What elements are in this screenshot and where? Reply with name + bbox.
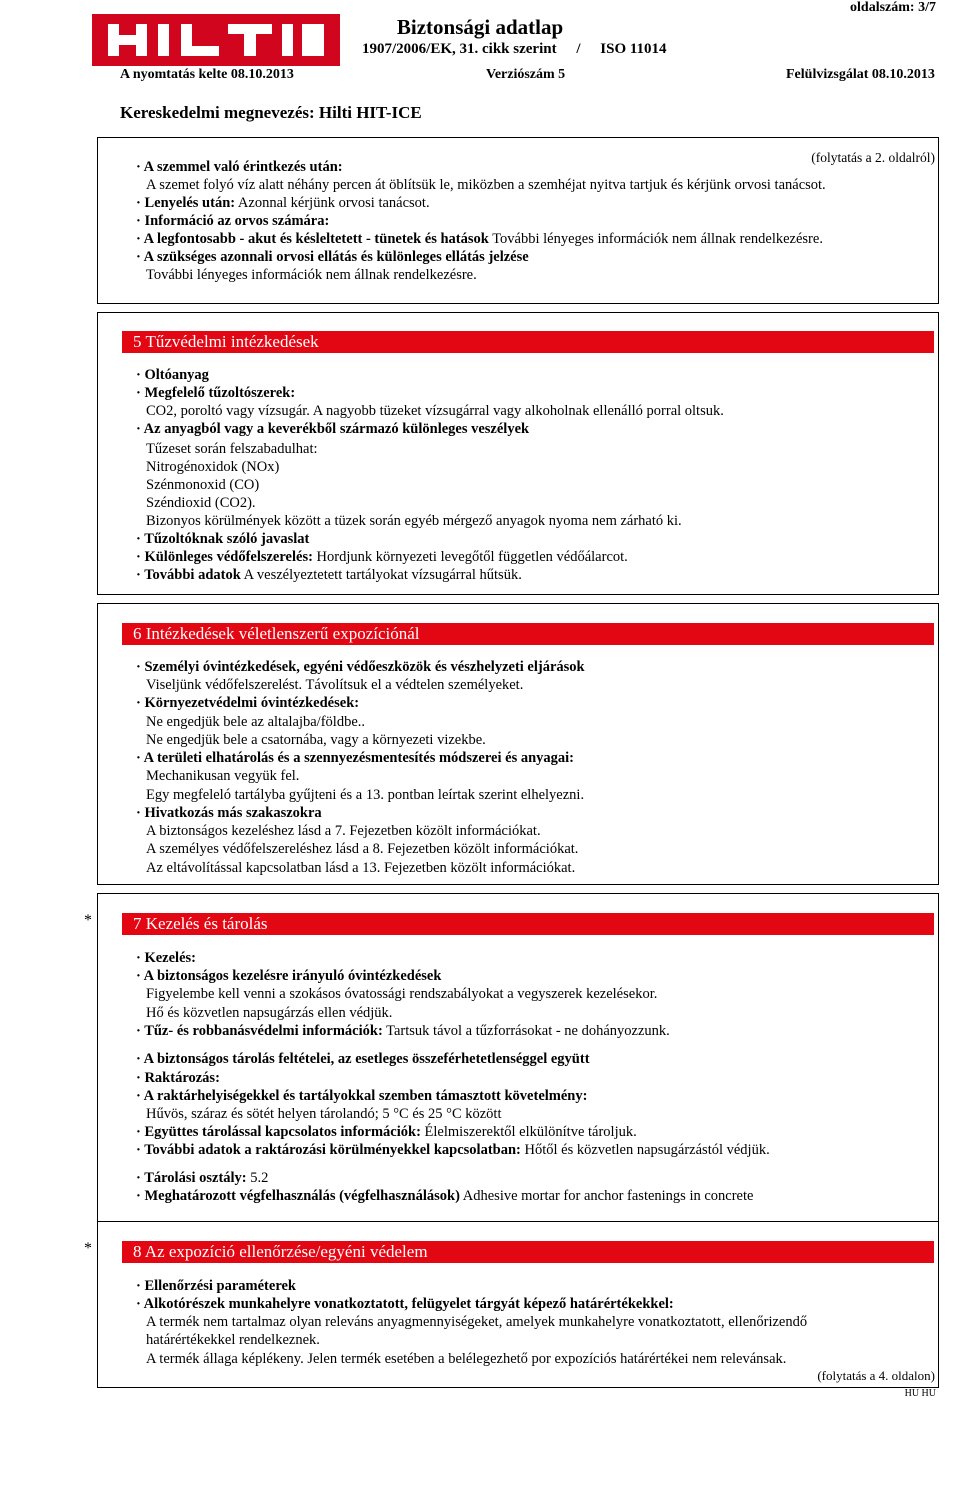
text-line [146, 1350, 786, 1368]
field-label: · Tárolási osztály: [136, 1170, 247, 1186]
field-label: · Raktározás: [136, 1070, 220, 1086]
field-label: · A biztonságos kezelésre irányuló óvintézkedések [136, 968, 442, 984]
regulation-line [362, 41, 683, 58]
text-line [136, 230, 823, 248]
field-label: · A területi elhatárolás és a szennyezésmentesítés módszerei és anyagai: [136, 750, 575, 766]
text-line [146, 458, 279, 476]
text-line [136, 804, 322, 822]
print-date: A nyomtatás kelte 08.10.2013 [120, 67, 294, 82]
text-line [136, 548, 628, 566]
text-line [136, 694, 359, 712]
text-line [146, 176, 826, 194]
field-label: · További adatok [136, 567, 241, 583]
text-line [136, 949, 196, 967]
section-7-box [97, 893, 939, 1221]
text-line [136, 158, 343, 176]
field-text: A személyes védőfelszereléshez lásd a 8. Fejezetben közölt információkat. [146, 841, 579, 857]
text-line [146, 985, 657, 1003]
text-line [136, 1022, 670, 1040]
field-label: · Az anyagból vagy a keverékből származó különleges veszélyek [136, 421, 530, 437]
field-text: CO2, poroltó vagy vízsugár. A nagyobb tüzeket vízsugárral vagy alkoholnak ellenálló porral oltsuk. [146, 403, 724, 419]
field-label: · Különleges védőfelszerelés: [136, 549, 313, 565]
text-line [136, 194, 430, 212]
field-label: · A szemmel való érintkezés után: [136, 159, 343, 175]
field-label: · Megfelelő tűzoltószerek: [136, 385, 296, 401]
text-line [136, 384, 295, 402]
field-label: · Környezetvédelmi óvintézkedések: [136, 695, 360, 711]
text-line [146, 822, 541, 840]
field-text: Viseljünk védőfelszerelést. Távolítsuk el a védtelen személyeket. [146, 677, 524, 693]
text-line [146, 440, 318, 458]
text-line [136, 248, 529, 266]
section-6-box [97, 603, 939, 885]
text-line [136, 749, 574, 767]
field-text: Adhesive mortar for anchor fastenings in concrete [459, 1188, 754, 1204]
text-line [136, 1277, 296, 1295]
field-label: · A szükséges azonnali orvosi ellátás és különleges ellátás jelzése [136, 249, 529, 265]
field-label: · Alkotórészek munkahelyre vonatkoztatott, felügyelet tárgyát képező határértékekkel: [136, 1296, 674, 1312]
field-label: · Kezelés: [136, 950, 196, 966]
field-text: Hordjunk környezeti levegőtől független védőálarcot. [312, 549, 628, 565]
text-line [146, 713, 365, 731]
text-line [136, 658, 585, 676]
field-text: További lényeges információk nem állnak rendelkezésre. [488, 231, 823, 247]
field-text: További lényeges információk nem állnak rendelkezésre. [146, 267, 477, 283]
regulation-separator: / [576, 41, 581, 57]
text-line [146, 1105, 502, 1123]
field-text: A termék nem tartalmaz olyan releváns anyagmennyiségeket, amelyek munkahelyre vonatkoztatott, ellenőrizendő [146, 1314, 808, 1330]
field-text: 5.2 [246, 1170, 269, 1186]
text-line [136, 1087, 587, 1105]
text-line [136, 366, 209, 384]
section-5-title: 5 Tűzvédelmi intézkedések [122, 331, 934, 353]
field-text: Hőtől és közvetlen napsugárzástól védjük. [520, 1142, 770, 1158]
text-line [146, 767, 299, 785]
text-line [146, 494, 256, 512]
field-text: Ne engedjük bele az altalajba/földbe.. [146, 714, 366, 730]
field-label: · Együttes tárolással kapcsolatos információk: [136, 1124, 421, 1140]
field-text: A szemet folyó víz alatt néhány percen át öblítsük le, miközben a szemhéjat nyitva tartjuk és kérjünk orvosi tanácsot. [146, 177, 826, 193]
text-line [136, 1187, 753, 1205]
field-text: Ne engedjük bele a csatornába, vagy a környezeti vizekbe. [146, 732, 486, 748]
field-label: · A biztonságos tárolás feltételei, az esetleges összeférhetetlenséggel együtt [136, 1051, 590, 1067]
text-line [146, 1331, 320, 1349]
field-text: Azonnal kérjünk orvosi tanácsot. [235, 195, 430, 211]
field-label: · További adatok a raktározási körülményekkel kapcsolatban: [136, 1142, 521, 1158]
section-7-title: 7 Kezelés és tárolás [122, 913, 934, 935]
section-8-title: 8 Az expozíció ellenőrzése/egyéni védelem [122, 1241, 934, 1263]
field-text: Az eltávolítással kapcsolatban lásd a 13. Fejezetben közölt információkat. [146, 860, 576, 876]
text-line [146, 1313, 807, 1331]
section-6-title: 6 Intézkedések véletlenszerű expozíciónál [122, 623, 934, 645]
field-label: · Személyi óvintézkedések, egyéni védőeszközök és vészhelyzeti eljárások [136, 659, 585, 675]
text-line [146, 266, 477, 284]
text-line [146, 402, 724, 420]
text-line [136, 530, 309, 548]
document-title: Biztonsági adatlap [396, 15, 564, 39]
field-text: Hő és közvetlen napsugárzás ellen védjük. [146, 1005, 393, 1021]
text-line [146, 476, 259, 494]
field-text: A termék állaga képlékeny. Jelen termék esetében a belélegezhető por expozíciós határértékei nem relevánsak. [146, 1351, 787, 1367]
text-line [136, 1295, 674, 1313]
text-line [146, 512, 682, 530]
field-label: · Tűz- és robbanásvédelmi információk: [136, 1023, 383, 1039]
text-line [136, 1141, 770, 1159]
field-text: A biztonságos kezeléshez lásd a 7. Fejezetben közölt információkat. [146, 823, 541, 839]
field-text: Bizonyos körülmények között a tüzek során egyéb mérgező anyagok nyoma nem zárható ki. [146, 513, 682, 529]
text-line [136, 1123, 637, 1141]
field-label: · Információ az orvos számára: [136, 213, 330, 229]
language-code: HU HU [904, 1388, 936, 1399]
section-8-box [97, 1221, 939, 1388]
field-label: · Ellenőrzési paraméterek [136, 1278, 296, 1294]
field-text: Tűzeset során felszabadulhat: [146, 441, 318, 457]
field-text: Mechanikusan vegyük fel. [146, 768, 300, 784]
section-8-change-marker: * [84, 1240, 92, 1257]
iso-ref: ISO 11014 [600, 41, 667, 57]
product-name: Kereskedelmi megnevezés: Hilti HIT-ICE [120, 103, 422, 122]
text-line [136, 566, 522, 584]
field-text: Figyelembe kell venni a szokásos óvatossági rendszabályokat a vegyszerek kezelésekor. [146, 986, 658, 1002]
continuation-from-previous: (folytatás a 2. oldalról) [811, 150, 935, 165]
text-line [146, 859, 575, 877]
version: Verziószám 5 [486, 67, 566, 82]
text-line [136, 967, 441, 985]
field-label: · Oltóanyag [136, 367, 209, 383]
field-text: Egy megfeleló tartályba gyűjteni és a 13. pontban leírtak szerint elhelyezni. [146, 787, 585, 803]
text-line [146, 676, 523, 694]
field-label: · A legfontosabb - akut és késleltetett - tünetek és hatások [136, 231, 489, 247]
text-line [146, 786, 584, 804]
section-7-change-marker: * [84, 912, 92, 929]
field-label: · Tűzoltóknak szóló javaslat [136, 531, 310, 547]
text-line [136, 1069, 220, 1087]
field-text: Szénmonoxid (CO) [146, 477, 260, 493]
field-text: határértékekkel rendelkeznek. [146, 1332, 320, 1348]
text-line [136, 1169, 268, 1187]
revision-date: Felülvizsgálat 08.10.2013 [786, 67, 935, 82]
field-text: Tartsuk távol a tűzforrásokat - ne dohányozzunk. [382, 1023, 670, 1039]
field-label: · Meghatározott végfelhasználás (végfelhasználások) [136, 1188, 460, 1204]
field-text: A veszélyeztetett tartályokat vízsugárral hűtsük. [240, 567, 522, 583]
section-4-box [97, 137, 939, 304]
field-text: Hűvös, száraz és sötét helyen tárolandó; 5 °C és 25 °C között [146, 1106, 502, 1122]
field-label: · A raktárhelyiségekkel és tartályokkal szemben támasztott követelmény: [136, 1088, 588, 1104]
text-line [146, 840, 578, 858]
text-line [146, 1004, 392, 1022]
page-number: oldalszám: 3/7 [850, 0, 936, 15]
field-label: · Hivatkozás más szakaszokra [136, 805, 322, 821]
continuation-to-next: (folytatás a 4. oldalon) [817, 1368, 935, 1383]
field-text: Élelmiszerektől elkülönítve tároljuk. [420, 1124, 637, 1140]
text-line [136, 212, 329, 230]
section-5-box [97, 312, 939, 595]
field-label: · Lenyelés után: [136, 195, 236, 211]
field-text: Nitrogénoxidok (NOx) [146, 459, 280, 475]
regulation-ref: 1907/2006/EK, 31. cikk szerint [362, 41, 557, 57]
text-line [146, 731, 486, 749]
text-line [136, 1050, 590, 1068]
field-text: Széndioxid (CO2). [146, 495, 256, 511]
text-line [136, 420, 529, 438]
